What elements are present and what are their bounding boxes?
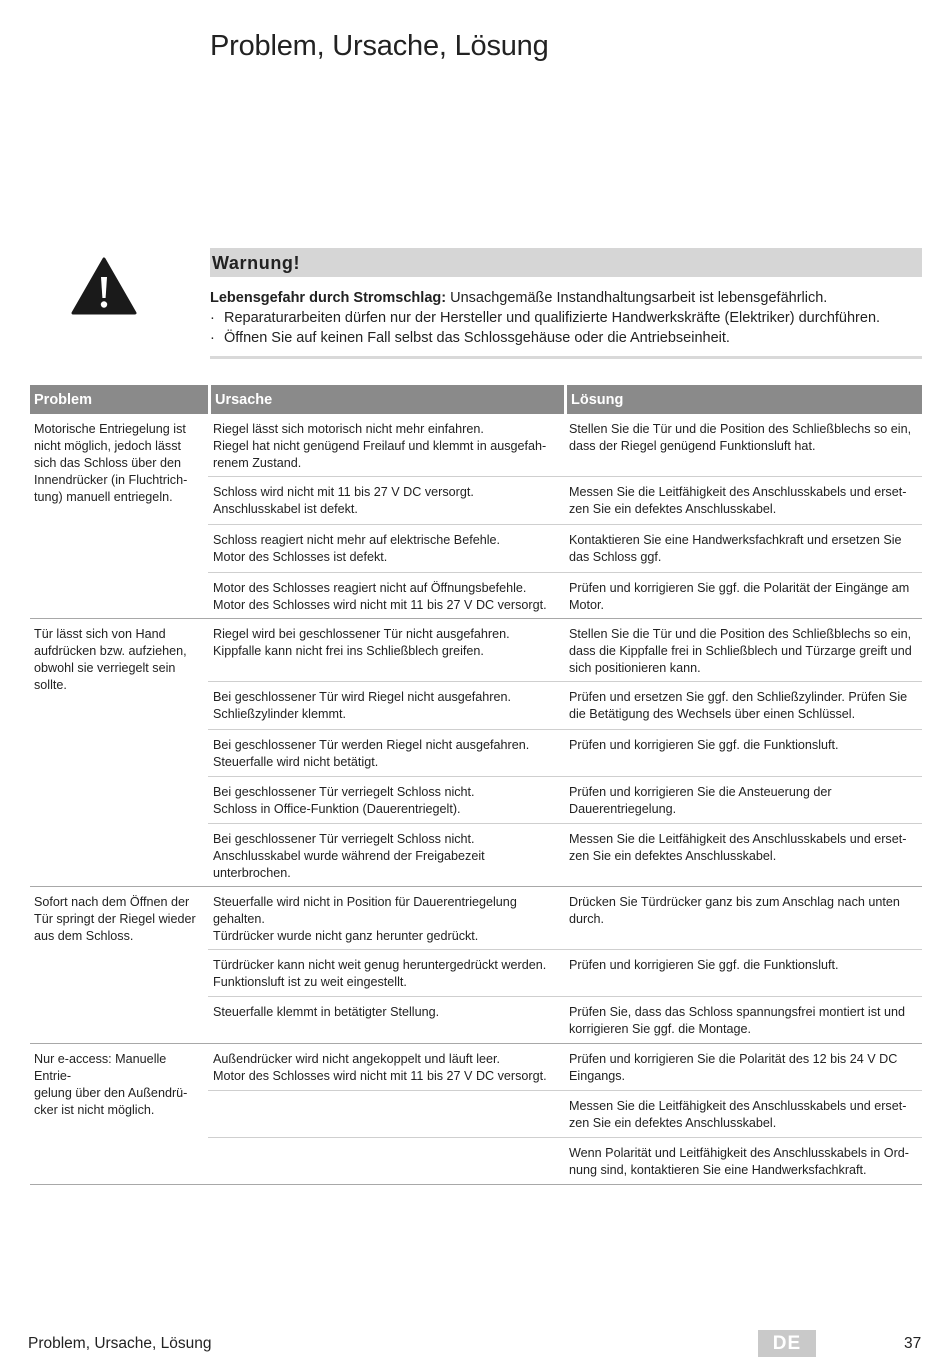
loesung-text: Prüfen und korrigieren Sie ggf. die Polarität der Eingänge am Motor. (569, 581, 910, 612)
ursache-cell (208, 887, 561, 949)
problem-text: Tür lässt sich von Hand aufdrücken bzw. aufziehen, obwohl sie verriegelt sein sollte. (34, 627, 187, 692)
header-problem: Problem (30, 385, 208, 414)
problem-group (30, 887, 922, 1044)
ursache-text: Schloss wird nicht mit 11 bis 27 V DC versorgt. Anschlusskabel ist defekt. (213, 485, 474, 516)
ursache-text: Schloss reagiert nicht mehr auf elektrische Befehle. Motor des Schlosses ist defekt. (213, 533, 500, 564)
ursache-text: Bei geschlossener Tür wird Riegel nicht ausgefahren. Schließzylinder klemmt. (213, 690, 511, 721)
loesung-text: Messen Sie die Leitfähigkeit des Anschlusskabels und erset- zen Sie ein defektes Anschlusskabel. (569, 1099, 907, 1130)
cause-solution-list (208, 887, 922, 1043)
loesung-text: Stellen Sie die Tür und die Position des Schließblechs so ein, dass die Kippfalle frei in Schließblech und Türzarge greift und sich positionieren kann. (569, 627, 912, 675)
warning-bullet-text: Öffnen Sie auf keinen Fall selbst das Schlossgehäuse oder die Antriebseinheit. (224, 330, 730, 346)
loesung-text: Messen Sie die Leitfähigkeit des Anschlusskabels und erset- zen Sie ein defektes Anschlusskabel. (569, 832, 907, 863)
loesung-cell (564, 777, 922, 823)
table-row (208, 525, 922, 573)
cause-solution-list (208, 414, 922, 618)
footer-title: Problem, Ursache, Lösung (28, 1335, 212, 1352)
ursache-cell (208, 1138, 561, 1184)
ursache-cell (208, 682, 561, 729)
cause-solution-list (208, 619, 922, 886)
ursache-cell (208, 573, 561, 618)
warning-bullet-text: Reparaturarbeiten dürfen nur der Hersteller und qualifizierte Handwerkskräfte (Elektriker) durchführen. (224, 310, 881, 326)
warning-title: Warnung! (210, 248, 922, 277)
loesung-text: Wenn Polarität und Leitfähigkeit des Anschlusskabels in Ord- nung sind, kontaktieren Sie eine Handwerksfachkraft. (569, 1146, 909, 1177)
table-row (208, 777, 922, 824)
ursache-text: Bei geschlossener Tür verriegelt Schloss nicht. Schloss in Office-Funktion (Dauerentriegelt). (213, 785, 475, 816)
header-ursache: Ursache (211, 385, 564, 414)
loesung-cell (564, 1138, 922, 1184)
table-body (30, 414, 922, 1185)
problem-cell (30, 887, 205, 1043)
loesung-cell (564, 414, 922, 476)
language-badge: DE (758, 1330, 816, 1357)
table-header (30, 385, 922, 414)
loesung-cell (564, 1091, 922, 1137)
ursache-cell (208, 950, 561, 996)
loesung-cell (564, 619, 922, 681)
ursache-text: Steuerfalle klemmt in betätigter Stellung. (213, 1005, 440, 1019)
table-row (208, 1138, 922, 1184)
loesung-cell (564, 682, 922, 729)
ursache-text: Riegel lässt sich motorisch nicht mehr einfahren. Riegel hat nicht genügend Freilauf und klemmt in ausgefah- renem Zustand. (213, 422, 547, 470)
ursache-cell (208, 414, 561, 476)
loesung-cell (564, 525, 922, 572)
loesung-text: Prüfen und korrigieren Sie die Polarität des 12 bis 24 V DC Eingangs. (569, 1052, 898, 1083)
warning-bullet: · Öffnen Sie auf keinen Fall selbst das Schlossgehäuse oder die Antriebseinheit. (210, 330, 730, 346)
table-row (208, 824, 922, 886)
warning-box (210, 248, 922, 359)
ursache-cell (208, 997, 561, 1043)
header-loesung: Lösung (567, 385, 922, 414)
loesung-cell (564, 824, 922, 886)
ursache-cell (208, 1044, 561, 1090)
table-row (208, 682, 922, 730)
ursache-cell (208, 1091, 561, 1137)
ursache-text: Bei geschlossener Tür verriegelt Schloss nicht. Anschlusskabel wurde während der Freigabezeit unterbrochen. (213, 832, 485, 880)
loesung-text: Stellen Sie die Tür und die Position des Schließblechs so ein, dass der Riegel genügend Funktionsluft hat. (569, 422, 912, 453)
warning-text (210, 288, 922, 348)
loesung-cell (564, 997, 922, 1043)
problem-text: Sofort nach dem Öffnen der Tür springt der Riegel wieder aus dem Schloss. (34, 895, 196, 943)
warning-lead-bold: Lebensgefahr durch Stromschlag: (210, 290, 447, 306)
ursache-text: Außendrücker wird nicht angekoppelt und läuft leer. Motor des Schlosses wird nicht mit 11 bis 27 V DC versorgt. (213, 1052, 547, 1083)
page-number: 37 (904, 1335, 922, 1352)
warning-divider (210, 356, 922, 359)
ursache-cell (208, 730, 561, 776)
ursache-cell (208, 824, 561, 886)
loesung-text: Drücken Sie Türdrücker ganz bis zum Anschlag nach unten durch. (569, 895, 900, 926)
ursache-text: Motor des Schlosses reagiert nicht auf Öffnungsbefehle. Motor des Schlosses wird nicht mit 11 bis 27 V DC versorgt. (213, 581, 547, 612)
table-row (208, 414, 922, 477)
ursache-cell (208, 477, 561, 524)
ursache-text: Steuerfalle wird nicht in Position für Dauerentriegelung gehalten. Türdrücker wurde nicht ganz herunter gedrückt. (213, 895, 517, 943)
warning-bullet: · Reparaturarbeiten dürfen nur der Hersteller und qualifizierte Handwerkskräfte (Elektriker) durchführen. (210, 310, 881, 326)
warning-lead (210, 288, 922, 308)
ursache-text: Bei geschlossener Tür werden Riegel nicht ausgefahren. Steuerfalle wird nicht betätigt. (213, 738, 530, 769)
warning-lead-text: Unsachgemäße Instandhaltungsarbeit ist lebensgefährlich. (446, 290, 828, 306)
loesung-cell (564, 887, 922, 949)
ursache-cell (208, 777, 561, 823)
loesung-cell (564, 573, 922, 618)
problem-cell (30, 619, 205, 886)
table-row (208, 477, 922, 525)
loesung-text: Messen Sie die Leitfähigkeit des Anschlusskabels und erset- zen Sie ein defektes Anschlusskabel. (569, 485, 907, 516)
problem-group (30, 1044, 922, 1185)
table-row (208, 730, 922, 777)
ursache-cell (208, 619, 561, 681)
problem-group (30, 414, 922, 619)
loesung-cell (564, 477, 922, 524)
ursache-text: Türdrücker kann nicht weit genug heruntergedrückt werden. Funktionsluft ist zu weit eingestellt. (213, 958, 547, 989)
loesung-cell (564, 730, 922, 776)
loesung-cell (564, 950, 922, 996)
problem-cell (30, 414, 205, 618)
table-row (208, 573, 922, 618)
table-row (208, 1091, 922, 1138)
problem-text: Nur e-access: Manuelle Entrie- gelung über den Außendrü- cker ist nicht möglich. (34, 1052, 188, 1117)
problem-text: Motorische Entriegelung ist nicht möglich, jedoch lässt sich das Schloss über den Innendrücker (in Fluchtrich- tung) manuell entriegeln. (34, 422, 188, 504)
loesung-text: Prüfen und korrigieren Sie ggf. die Funktionsluft. (569, 958, 839, 972)
ursache-cell (208, 525, 561, 572)
loesung-text: Prüfen und korrigieren Sie die Ansteuerung der Dauerentriegelung. (569, 785, 832, 816)
page-title: Problem, Ursache, Lösung (210, 30, 549, 62)
problem-cell (30, 1044, 205, 1184)
ursache-text: Riegel wird bei geschlossener Tür nicht ausgefahren. Kippfalle kann nicht frei ins Schließblech greifen. (213, 627, 510, 658)
table-row (208, 1044, 922, 1091)
problem-group (30, 619, 922, 887)
loesung-text: Prüfen Sie, dass das Schloss spannungsfrei montiert ist und korrigieren Sie ggf. die Montage. (569, 1005, 906, 1036)
table-row (208, 619, 922, 682)
table-row (208, 997, 922, 1043)
loesung-text: Prüfen und korrigieren Sie ggf. die Funktionsluft. (569, 738, 839, 752)
table-row (208, 887, 922, 950)
loesung-text: Prüfen und ersetzen Sie ggf. den Schließzylinder. Prüfen Sie die Betätigung des Wechsels über einen Schlüssel. (569, 690, 908, 721)
loesung-text: Kontaktieren Sie eine Handwerksfachkraft und ersetzen Sie das Schloss ggf. (569, 533, 902, 564)
loesung-cell (564, 1044, 922, 1090)
troubleshooting-table (30, 385, 922, 1185)
cause-solution-list (208, 1044, 922, 1184)
table-row (208, 950, 922, 997)
warning-triangle-icon (71, 257, 137, 315)
